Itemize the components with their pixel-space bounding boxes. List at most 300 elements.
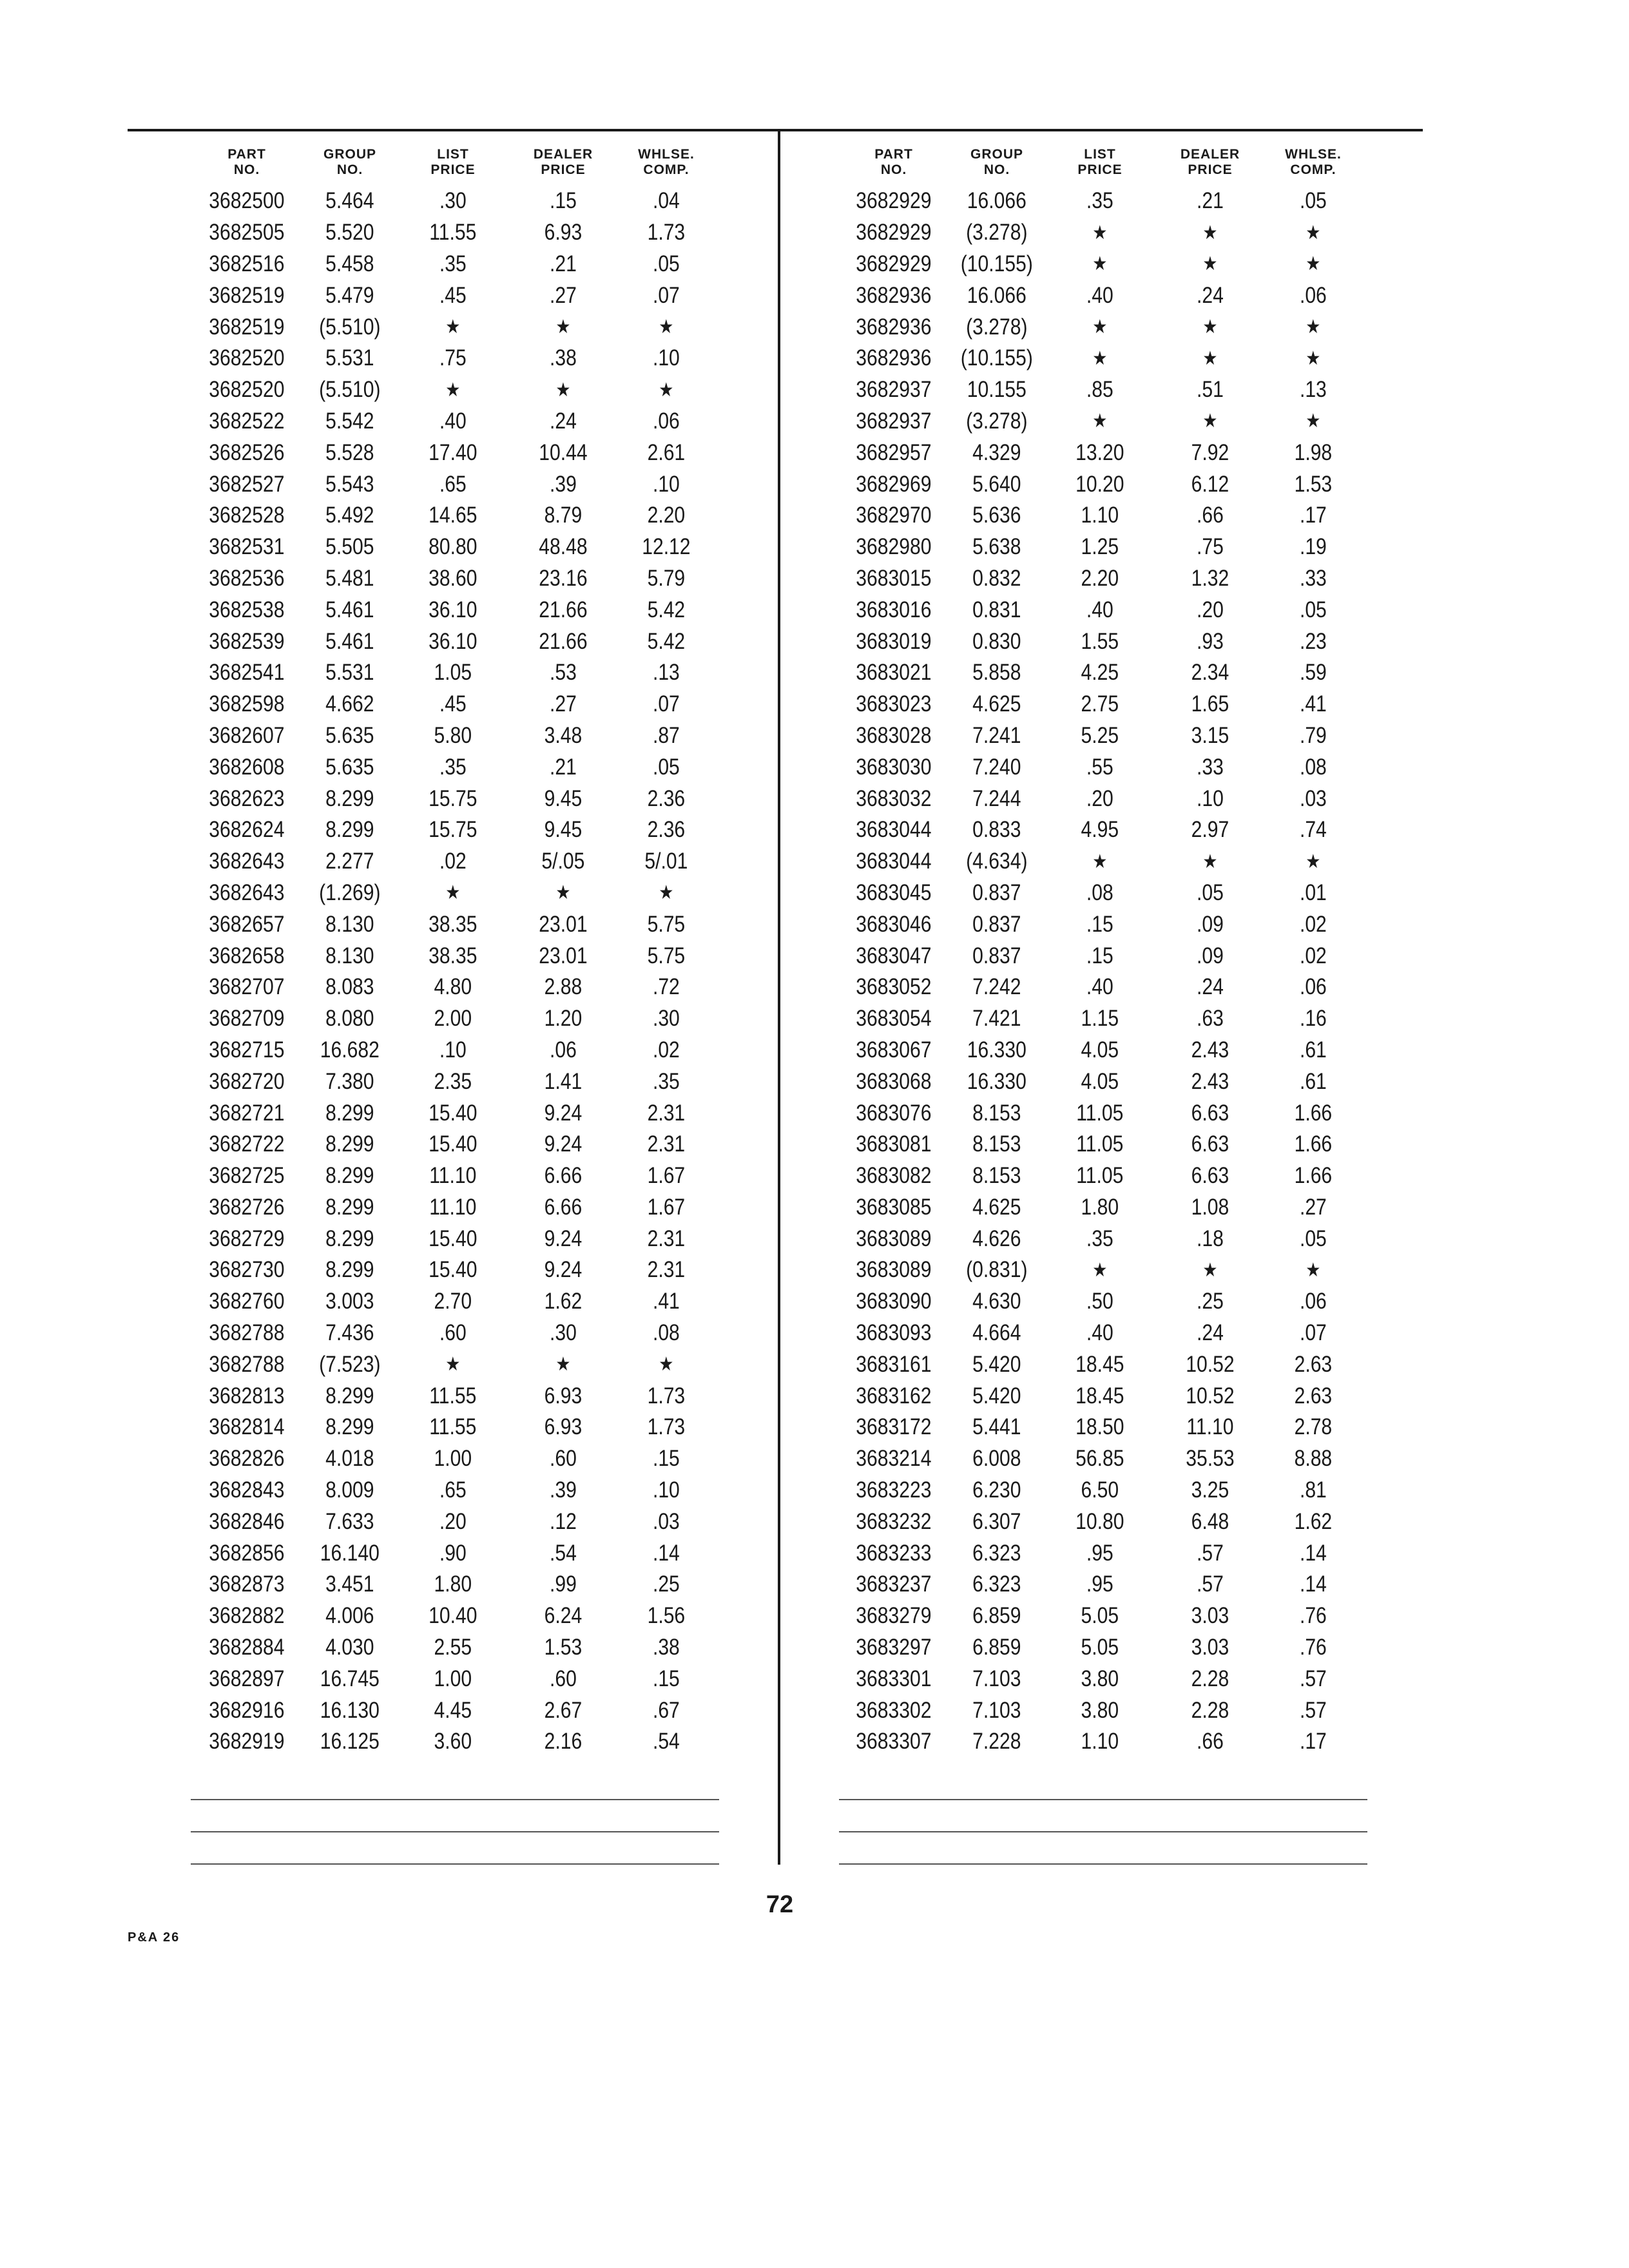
dealer-price-cell: 11.10 xyxy=(1186,1414,1234,1440)
dealer-price-cell: ★ xyxy=(555,316,571,338)
whlse-comp-cell: .41 xyxy=(652,1289,680,1314)
group-no-cell: 8.299 xyxy=(325,817,374,843)
dealer-price-cell: 1.65 xyxy=(1191,691,1229,717)
list-price-cell: 11.05 xyxy=(1076,1163,1124,1189)
part-no-cell: 3683089 xyxy=(856,1257,932,1283)
list-price-cell: .55 xyxy=(1086,754,1113,780)
part-no-cell: 3682720 xyxy=(209,1068,285,1094)
whlse-comp-cell: 1.98 xyxy=(1294,439,1333,465)
part-no-cell: 3682707 xyxy=(209,974,285,1000)
part-no-cell: 3683307 xyxy=(856,1729,932,1754)
table-row xyxy=(838,1254,1362,1286)
group-no-cell: 6.859 xyxy=(972,1635,1021,1660)
list-price-cell: 1.05 xyxy=(434,660,472,686)
group-no-cell: 7.103 xyxy=(972,1697,1021,1723)
part-no-cell: 3683161 xyxy=(856,1351,932,1377)
part-no-cell: 3683237 xyxy=(856,1571,932,1597)
list-price-cell: 3.60 xyxy=(434,1729,472,1754)
part-no-cell: 3683068 xyxy=(856,1068,932,1094)
dealer-price-cell: 1.41 xyxy=(544,1068,583,1094)
part-no-cell: 3682843 xyxy=(209,1477,285,1503)
list-price-cell: 1.10 xyxy=(1081,503,1119,528)
group-no-cell: 5.542 xyxy=(325,408,374,434)
table-row xyxy=(191,468,715,500)
list-price-cell: .35 xyxy=(439,754,467,780)
dealer-price-cell: ★ xyxy=(555,379,571,401)
group-no-cell: 8.299 xyxy=(325,1163,374,1189)
whlse-comp-cell: .01 xyxy=(1299,879,1327,905)
group-no-cell: 7.421 xyxy=(972,1006,1021,1032)
table-row xyxy=(838,1380,1362,1412)
table-row xyxy=(838,1035,1362,1066)
dealer-price-cell: .39 xyxy=(549,471,577,497)
whlse-comp-cell: .17 xyxy=(1299,503,1327,528)
part-no-cell: 3682519 xyxy=(209,314,285,340)
dealer-price-cell: 1.08 xyxy=(1191,1194,1229,1220)
part-no-cell: 3683214 xyxy=(856,1446,932,1472)
whlse-comp-cell: .06 xyxy=(1299,1289,1327,1314)
left-price-table xyxy=(191,147,800,1758)
whlse-comp-cell: .06 xyxy=(1299,282,1327,308)
whlse-comp-cell: .10 xyxy=(652,1477,680,1503)
part-no-cell: 3682721 xyxy=(209,1100,285,1126)
group-no-cell: (10.155) xyxy=(960,345,1033,371)
list-price-cell: .95 xyxy=(1086,1571,1113,1597)
dealer-price-cell: .60 xyxy=(549,1666,577,1691)
part-no-cell: 3682505 xyxy=(209,220,285,245)
table-row xyxy=(838,500,1362,532)
group-no-cell: 0.833 xyxy=(972,817,1021,843)
dealer-price-cell: 2.28 xyxy=(1191,1697,1229,1723)
blank-line xyxy=(839,1799,1367,1800)
whlse-comp-cell: .14 xyxy=(1299,1540,1327,1566)
dealer-price-cell: .27 xyxy=(549,691,577,717)
whlse-comp-cell: .23 xyxy=(1299,628,1327,654)
list-price-cell: 4.05 xyxy=(1081,1037,1119,1062)
part-no-cell: 3682539 xyxy=(209,628,285,654)
list-price-cell: 15.40 xyxy=(429,1257,477,1283)
part-no-cell: 3683067 xyxy=(856,1037,932,1062)
dealer-price-cell: 9.24 xyxy=(544,1100,583,1126)
table-row xyxy=(838,814,1362,846)
table-row xyxy=(838,972,1362,1003)
table-row xyxy=(191,908,715,940)
table-row xyxy=(191,249,715,280)
list-price-cell: .75 xyxy=(439,345,467,371)
whlse-comp-cell: .08 xyxy=(652,1320,680,1346)
list-price-cell: 15.40 xyxy=(429,1100,477,1126)
table-row xyxy=(838,406,1362,437)
whlse-comp-cell: .05 xyxy=(1299,1225,1327,1251)
top-rule xyxy=(128,129,1423,131)
group-no-cell: 0.837 xyxy=(972,943,1021,968)
right-table-header xyxy=(838,147,1447,186)
group-no-cell: 0.831 xyxy=(972,597,1021,622)
table-row xyxy=(838,1506,1362,1537)
page-number: 72 xyxy=(766,1891,794,1918)
dealer-price-cell: 9.24 xyxy=(544,1131,583,1157)
list-price-cell: 1.15 xyxy=(1081,1006,1119,1032)
table-row xyxy=(838,1223,1362,1254)
table-row xyxy=(838,657,1362,689)
table-row xyxy=(838,1663,1362,1695)
list-price-cell: .15 xyxy=(1086,911,1113,937)
part-no-cell: 3682715 xyxy=(209,1037,285,1062)
whlse-comp-cell: .07 xyxy=(1299,1320,1327,1346)
list-price-cell: 15.40 xyxy=(429,1225,477,1251)
whlse-comp-cell: .87 xyxy=(652,722,680,748)
group-no-cell: 5.505 xyxy=(325,534,374,560)
dealer-price-cell: 1.20 xyxy=(544,1006,583,1032)
group-no-cell: 16.330 xyxy=(967,1068,1027,1094)
group-no-cell: 5.531 xyxy=(325,345,374,371)
header-dealer-price: DEALER PRICE xyxy=(533,147,593,177)
whlse-comp-cell: 2.31 xyxy=(647,1257,686,1283)
part-no-cell: 3682531 xyxy=(209,534,285,560)
table-row xyxy=(838,374,1362,406)
list-price-cell: 10.20 xyxy=(1075,471,1124,497)
whlse-comp-cell: 2.31 xyxy=(647,1225,686,1251)
table-row xyxy=(191,657,715,689)
group-no-cell: 8.299 xyxy=(325,1414,374,1440)
table-row xyxy=(191,1223,715,1254)
list-price-cell: ★ xyxy=(1092,850,1108,872)
table-row xyxy=(191,1254,715,1286)
whlse-comp-cell: .74 xyxy=(1299,817,1327,843)
table-row xyxy=(838,783,1362,814)
list-price-cell: .35 xyxy=(1086,1225,1113,1251)
dealer-price-cell: 6.24 xyxy=(544,1603,583,1629)
whlse-comp-cell: 5/.01 xyxy=(644,849,688,874)
dealer-price-cell: ★ xyxy=(555,882,571,904)
whlse-comp-cell: 1.73 xyxy=(647,1414,686,1440)
list-price-cell: 13.20 xyxy=(1075,439,1124,465)
whlse-comp-cell: 5.42 xyxy=(647,597,686,622)
list-price-cell: ★ xyxy=(1092,410,1108,432)
table-row xyxy=(191,1349,715,1380)
list-price-cell: 4.80 xyxy=(434,974,472,1000)
whlse-comp-cell: .72 xyxy=(652,974,680,1000)
part-no-cell: 3683223 xyxy=(856,1477,932,1503)
group-no-cell: 5.635 xyxy=(325,754,374,780)
whlse-comp-cell: 1.53 xyxy=(1294,471,1333,497)
table-row xyxy=(838,311,1362,343)
list-price-cell: .10 xyxy=(439,1037,467,1062)
group-no-cell: 6.008 xyxy=(972,1446,1021,1472)
group-no-cell: 8.153 xyxy=(972,1131,1021,1157)
table-row xyxy=(838,1412,1362,1443)
table-row xyxy=(191,217,715,249)
table-row xyxy=(191,972,715,1003)
dealer-price-cell: 2.16 xyxy=(544,1729,583,1754)
part-no-cell: 3682722 xyxy=(209,1131,285,1157)
list-price-cell: 38.35 xyxy=(429,911,477,937)
dealer-price-cell: 6.48 xyxy=(1191,1508,1229,1534)
group-no-cell: 0.837 xyxy=(972,879,1021,905)
list-price-cell: 6.50 xyxy=(1081,1477,1119,1503)
group-no-cell: 5.531 xyxy=(325,660,374,686)
group-no-cell: (5.510) xyxy=(319,314,381,340)
part-no-cell: 3683081 xyxy=(856,1131,932,1157)
group-no-cell: 7.228 xyxy=(972,1729,1021,1754)
list-price-cell: 38.35 xyxy=(429,943,477,968)
group-no-cell: 3.003 xyxy=(325,1289,374,1314)
blank-line xyxy=(191,1831,719,1832)
table-row xyxy=(191,1506,715,1537)
table-row xyxy=(191,878,715,909)
dealer-price-cell: ★ xyxy=(1202,850,1218,872)
group-no-cell: 7.633 xyxy=(325,1508,374,1534)
table-row xyxy=(191,814,715,846)
part-no-cell: 3682884 xyxy=(209,1635,285,1660)
dealer-price-cell: .51 xyxy=(1196,377,1224,403)
whlse-comp-cell: 12.12 xyxy=(642,534,691,560)
group-no-cell: 8.299 xyxy=(325,1194,374,1220)
dealer-price-cell: 2.88 xyxy=(544,974,583,1000)
part-no-cell: 3683016 xyxy=(856,597,932,622)
dealer-price-cell: .24 xyxy=(1196,282,1224,308)
dealer-price-cell: 3.25 xyxy=(1191,1477,1229,1503)
part-no-cell: 3683090 xyxy=(856,1289,932,1314)
group-no-cell: 7.240 xyxy=(972,754,1021,780)
group-no-cell: 0.830 xyxy=(972,628,1021,654)
list-price-cell: 11.10 xyxy=(429,1194,477,1220)
form-code: P&A 26 xyxy=(128,1930,180,1945)
group-no-cell: 5.858 xyxy=(972,660,1021,686)
group-no-cell: 4.625 xyxy=(972,1194,1021,1220)
table-row xyxy=(191,751,715,783)
whlse-comp-cell: ★ xyxy=(659,882,674,904)
whlse-comp-cell: 1.56 xyxy=(647,1603,686,1629)
table-row xyxy=(191,1129,715,1160)
group-no-cell: (1.269) xyxy=(319,879,381,905)
dealer-price-cell: .60 xyxy=(549,1446,577,1472)
whlse-comp-cell: .13 xyxy=(1299,377,1327,403)
table-row xyxy=(191,437,715,468)
group-no-cell: 6.230 xyxy=(972,1477,1021,1503)
dealer-price-cell: 10.44 xyxy=(539,439,588,465)
table-row xyxy=(191,783,715,814)
dealer-price-cell: 21.66 xyxy=(539,628,588,654)
group-no-cell: 5.420 xyxy=(972,1383,1021,1408)
group-no-cell: 4.662 xyxy=(325,691,374,717)
whlse-comp-cell: .02 xyxy=(1299,943,1327,968)
list-price-cell: 18.45 xyxy=(1075,1383,1124,1408)
header-list-price: LIST PRICE xyxy=(430,147,476,177)
part-no-cell: 3683028 xyxy=(856,722,932,748)
dealer-price-cell: 9.24 xyxy=(544,1225,583,1251)
dealer-price-cell: 1.32 xyxy=(1191,565,1229,591)
list-price-cell: 36.10 xyxy=(429,628,477,654)
dealer-price-cell: .27 xyxy=(549,282,577,308)
whlse-comp-cell: .19 xyxy=(1299,534,1327,560)
dealer-price-cell: 23.16 xyxy=(539,565,588,591)
dealer-price-cell: 21.66 xyxy=(539,597,588,622)
dealer-price-cell: 23.01 xyxy=(539,911,588,937)
table-row xyxy=(838,1569,1362,1600)
part-no-cell: 3683076 xyxy=(856,1100,932,1126)
list-price-cell: 1.10 xyxy=(1081,1729,1119,1754)
list-price-cell: 1.80 xyxy=(1081,1194,1119,1220)
dealer-price-cell: .75 xyxy=(1196,534,1224,560)
group-no-cell: 8.299 xyxy=(325,785,374,811)
whlse-comp-cell: .05 xyxy=(652,754,680,780)
group-no-cell: 8.009 xyxy=(325,1477,374,1503)
whlse-comp-cell: .06 xyxy=(1299,974,1327,1000)
list-price-cell: 38.60 xyxy=(429,565,477,591)
header-list-price: LIST PRICE xyxy=(1077,147,1123,177)
part-no-cell: 3682846 xyxy=(209,1508,285,1534)
whlse-comp-cell: .41 xyxy=(1299,691,1327,717)
dealer-price-cell: 2.43 xyxy=(1191,1037,1229,1062)
list-price-cell: 11.10 xyxy=(429,1163,477,1189)
whlse-comp-cell: 2.31 xyxy=(647,1131,686,1157)
dealer-price-cell: 35.53 xyxy=(1186,1446,1235,1472)
list-price-cell: .45 xyxy=(439,691,467,717)
part-no-cell: 3682937 xyxy=(856,408,932,434)
part-no-cell: 3682730 xyxy=(209,1257,285,1283)
dealer-price-cell: .53 xyxy=(549,660,577,686)
whlse-comp-cell: .15 xyxy=(652,1666,680,1691)
table-row xyxy=(838,878,1362,909)
table-row xyxy=(838,343,1362,374)
table-row xyxy=(191,1443,715,1475)
dealer-price-cell: 6.93 xyxy=(544,1383,583,1408)
dealer-price-cell: ★ xyxy=(1202,1259,1218,1281)
part-no-cell: 3683032 xyxy=(856,785,932,811)
list-price-cell: 36.10 xyxy=(429,597,477,622)
table-row xyxy=(838,1066,1362,1097)
list-price-cell: 1.00 xyxy=(434,1666,472,1691)
whlse-comp-cell: .03 xyxy=(1299,785,1327,811)
whlse-comp-cell: .14 xyxy=(1299,1571,1327,1597)
part-no-cell: 3682519 xyxy=(209,282,285,308)
group-no-cell: 16.140 xyxy=(320,1540,380,1566)
table-row xyxy=(191,1097,715,1129)
group-no-cell: 7.242 xyxy=(972,974,1021,1000)
group-no-cell: 5.479 xyxy=(325,282,374,308)
part-no-cell: 3682643 xyxy=(209,849,285,874)
group-no-cell: 8.080 xyxy=(325,1006,374,1032)
list-price-cell: ★ xyxy=(1092,316,1108,338)
whlse-comp-cell: 1.67 xyxy=(647,1163,686,1189)
part-no-cell: 3682623 xyxy=(209,785,285,811)
header-whlse-comp: WHLSE. COMP. xyxy=(638,147,695,177)
table-row xyxy=(838,1695,1362,1726)
dealer-price-cell: 2.97 xyxy=(1191,817,1229,843)
part-no-cell: 3682528 xyxy=(209,503,285,528)
group-no-cell: 4.626 xyxy=(972,1225,1021,1251)
table-row xyxy=(838,720,1362,752)
dealer-price-cell: 3.03 xyxy=(1191,1603,1229,1629)
table-row xyxy=(191,940,715,972)
dealer-price-cell: 2.43 xyxy=(1191,1068,1229,1094)
part-no-cell: 3683089 xyxy=(856,1225,932,1251)
dealer-price-cell: 6.93 xyxy=(544,1414,583,1440)
dealer-price-cell: 2.34 xyxy=(1191,660,1229,686)
part-no-cell: 3682726 xyxy=(209,1194,285,1220)
list-price-cell: 2.75 xyxy=(1081,691,1119,717)
group-no-cell: 7.436 xyxy=(325,1320,374,1346)
dealer-price-cell: 10.52 xyxy=(1186,1383,1235,1408)
group-no-cell: 8.083 xyxy=(325,974,374,1000)
list-price-cell: .40 xyxy=(1086,974,1113,1000)
dealer-price-cell: 6.66 xyxy=(544,1163,583,1189)
group-no-cell: 16.330 xyxy=(967,1037,1027,1062)
list-price-cell: .08 xyxy=(1086,879,1113,905)
list-price-cell: .50 xyxy=(1086,1289,1113,1314)
whlse-comp-cell: .05 xyxy=(652,251,680,276)
table-row xyxy=(838,689,1362,720)
whlse-comp-cell: 1.67 xyxy=(647,1194,686,1220)
group-no-cell: 5.640 xyxy=(972,471,1021,497)
list-price-cell: .65 xyxy=(439,471,467,497)
whlse-comp-cell: 2.20 xyxy=(647,503,686,528)
dealer-price-cell: 9.45 xyxy=(544,817,583,843)
table-row xyxy=(838,1632,1362,1664)
list-price-cell: 3.80 xyxy=(1081,1697,1119,1723)
whlse-comp-cell: 5.79 xyxy=(647,565,686,591)
whlse-comp-cell: .61 xyxy=(1299,1037,1327,1062)
group-no-cell: 6.323 xyxy=(972,1571,1021,1597)
whlse-comp-cell: 1.62 xyxy=(1294,1508,1333,1534)
whlse-comp-cell: .16 xyxy=(1299,1006,1327,1032)
whlse-comp-cell: .10 xyxy=(652,471,680,497)
part-no-cell: 3682788 xyxy=(209,1320,285,1346)
part-no-cell: 3683023 xyxy=(856,691,932,717)
whlse-comp-cell: 5.42 xyxy=(647,628,686,654)
dealer-price-cell: .63 xyxy=(1196,1006,1224,1032)
whlse-comp-cell: 2.63 xyxy=(1294,1383,1333,1408)
blank-line xyxy=(839,1831,1367,1832)
whlse-comp-cell: 1.73 xyxy=(647,220,686,245)
table-row xyxy=(838,1318,1362,1349)
whlse-comp-cell: .81 xyxy=(1299,1477,1327,1503)
whlse-comp-cell: .05 xyxy=(1299,597,1327,622)
part-no-cell: 3682788 xyxy=(209,1351,285,1377)
list-price-cell: .15 xyxy=(1086,943,1113,968)
list-price-cell: 56.85 xyxy=(1075,1446,1124,1472)
dealer-price-cell: .99 xyxy=(549,1571,577,1597)
table-row xyxy=(838,280,1362,311)
group-no-cell: (3.278) xyxy=(966,220,1028,245)
list-price-cell: ★ xyxy=(445,379,461,401)
table-row xyxy=(191,1537,715,1569)
dealer-price-cell: .21 xyxy=(1196,188,1224,214)
dealer-price-cell: .15 xyxy=(549,188,577,214)
table-row xyxy=(838,563,1362,595)
table-row xyxy=(191,594,715,626)
dealer-price-cell: .57 xyxy=(1196,1540,1224,1566)
part-no-cell: 3682607 xyxy=(209,722,285,748)
dealer-price-cell: 9.45 xyxy=(544,785,583,811)
dealer-price-cell: .10 xyxy=(1196,785,1224,811)
part-no-cell: 3682526 xyxy=(209,439,285,465)
table-row xyxy=(191,1663,715,1695)
table-row xyxy=(838,532,1362,563)
table-row xyxy=(838,1160,1362,1192)
part-no-cell: 3683082 xyxy=(856,1163,932,1189)
group-no-cell: 5.461 xyxy=(325,628,374,654)
table-row xyxy=(191,626,715,657)
group-no-cell: 5.461 xyxy=(325,597,374,622)
whlse-comp-cell: ★ xyxy=(1306,1259,1321,1281)
group-no-cell: 8.299 xyxy=(325,1257,374,1283)
whlse-comp-cell: .03 xyxy=(652,1508,680,1534)
dealer-price-cell: 1.62 xyxy=(544,1289,583,1314)
list-price-cell: 5.80 xyxy=(434,722,472,748)
list-price-cell: 5.05 xyxy=(1081,1603,1119,1629)
